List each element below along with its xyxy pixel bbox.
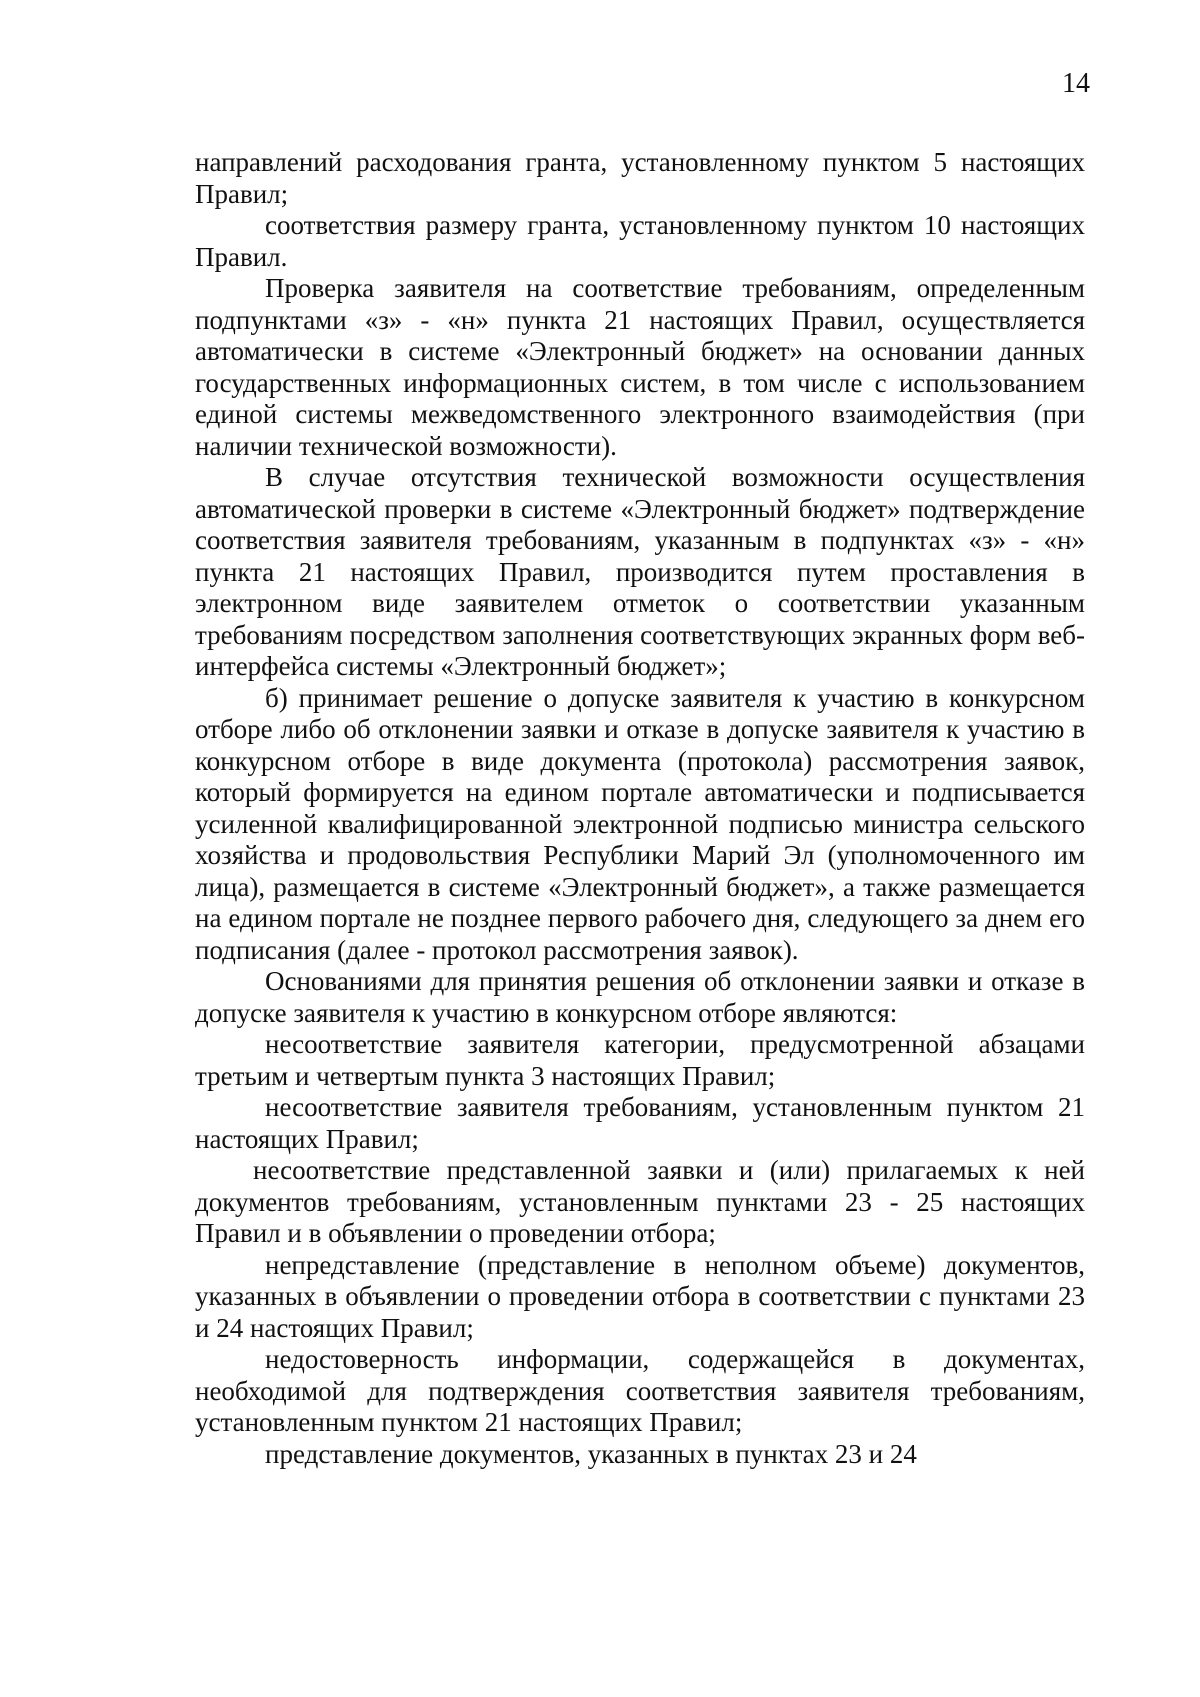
paragraph-admission-decision: б) принимает решение о допуске заявителя к участию в конкурсном отборе либо об отклонении заявки и отказе в допуске заявителя к участию в конкурсном отборе в виде документа (протокола) рассмотрения заявок, который формируется на едином портале автоматически и подписывается усиленной квалифицированной электронной подписью министра сельского хозяйства и продовольствия Республики Марий Эл (уполномоченного им лица), размещается в системе «Электронный бюджет», а также размещается на едином портале не позднее первого рабочего дня, следующего за днем его подписания (далее - протокол рассмотрения заявок). [195, 682, 1085, 965]
list-item-unreliable-information: недостоверность информации, содержащейся в документах, необходимой для подтверждения соответствия заявителя требованиям, установленным пунктом 21 настоящих Правил; [195, 1344, 1085, 1437]
list-item-documents-missing: непредставление (представление в неполном объеме) документов, указанных в объявлении о проведении отбора в соответствии с пунктами 23 и 24 настоящих Правил; [195, 1249, 1085, 1343]
paragraph-expenditure-directions: направлений расходования гранта, установленному пунктом 5 настоящих Правил; [195, 147, 1085, 209]
paragraph-rejection-grounds: Основаниями для принятия решения об отклонении заявки и отказе в допуске заявителя к участию в конкурсном отборе являются: [195, 966, 1085, 1028]
list-item-application-mismatch: несоответствие представленной заявки и (или) прилагаемых к ней документов требованиям, установленным пунктами 23 - 25 настоящих Правил и в объявлении о проведении отбора; [195, 1155, 1085, 1248]
paragraph-automatic-check: Проверка заявителя на соответствие требованиям, определенным подпунктами «з» - «н» пункта 21 настоящих Правил, осуществляется автоматически в системе «Электронный бюджет» на основании данных государственных информационных систем, в том числе с использованием единой системы межведомственного электронного взаимодействия (при наличии технической возможности). [195, 273, 1085, 461]
paragraph-grant-size: соответствия размеру гранта, установленному пунктом 10 настоящих Правил. [195, 210, 1085, 272]
page-number: 14 [1062, 68, 1090, 99]
paragraph-manual-confirmation: В случае отсутствия технической возможности осуществления автоматической проверки в системе «Электронный бюджет» подтверждение соответствия заявителя требованиям, указанным в подпунктах «з» - «н» пункта 21 настоящих Правил, производится путем проставления в электронном виде заявителем отметок о соответствии указанным требованиям посредством заполнения соответствующих экранных форм веб-интерфейса системы «Электронный бюджет»; [195, 462, 1085, 681]
list-item-category-mismatch: несоответствие заявителя категории, предусмотренной абзацами третьим и четвертым пункта 3 настоящих Правил; [195, 1029, 1085, 1091]
list-item-requirements-mismatch: несоответствие заявителя требованиям, установленным пунктом 21 настоящих Правил; [195, 1092, 1085, 1154]
document-body [195, 147, 1085, 1470]
list-item-documents-submission: представление документов, указанных в пунктах 23 и 24 [265, 1438, 917, 1469]
